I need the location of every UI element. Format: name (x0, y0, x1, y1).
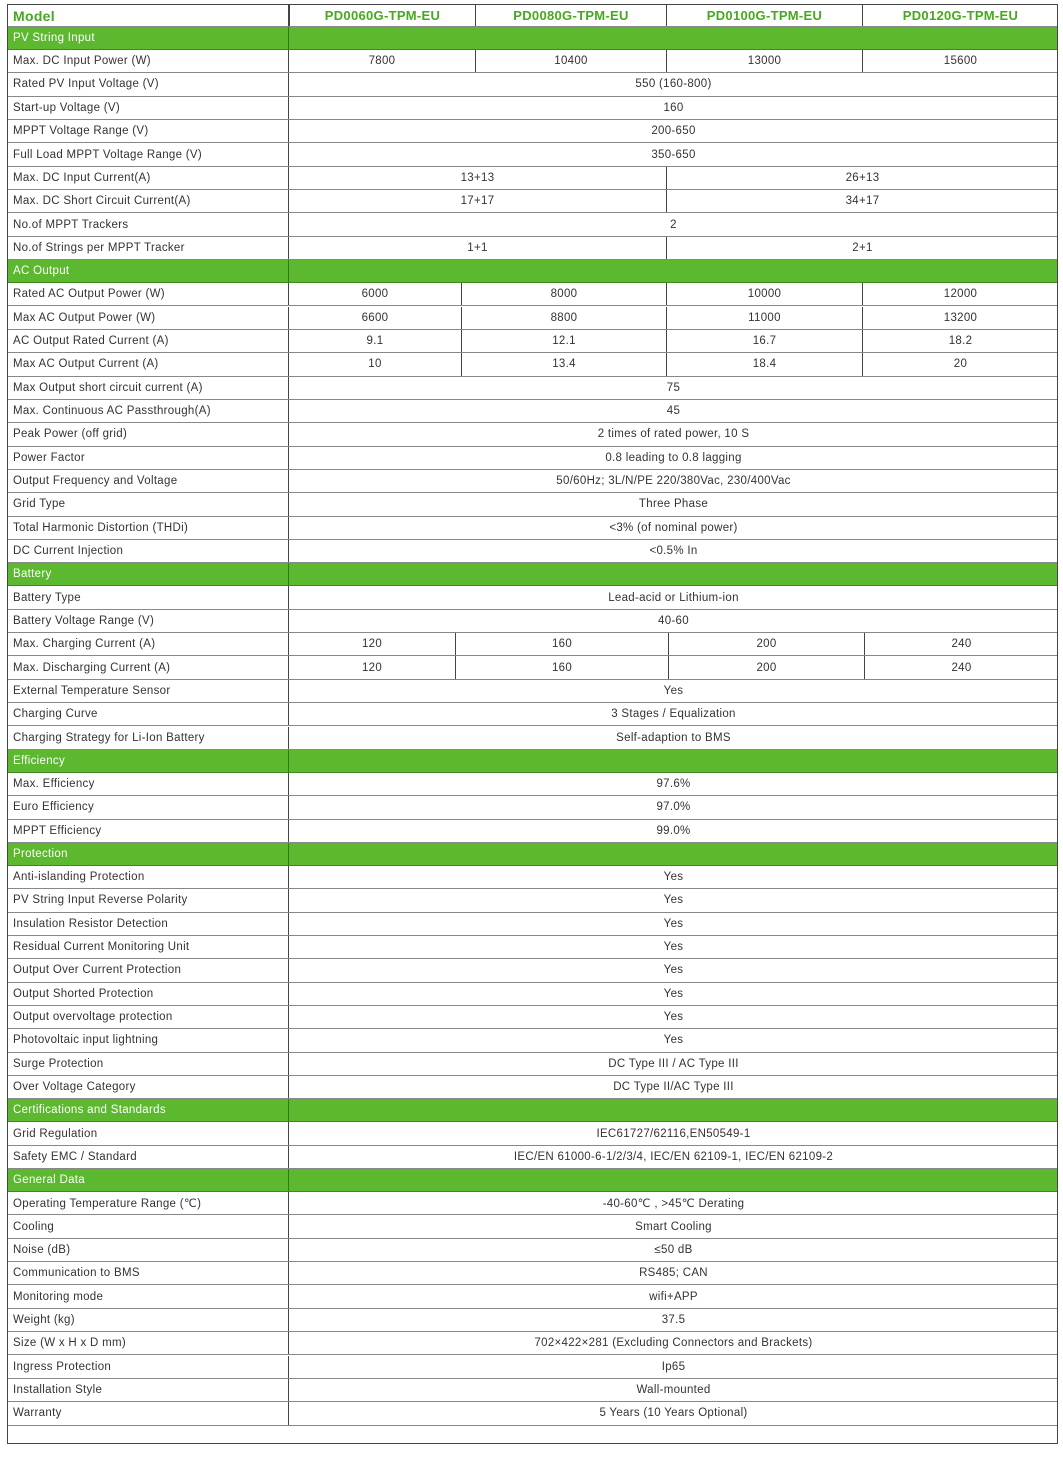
spec-row (8, 796, 1057, 819)
spec-label: Power Factor (8, 447, 289, 469)
spec-row (8, 959, 1057, 982)
spec-row (8, 1076, 1057, 1099)
spec-label: Output overvoltage protection (8, 1006, 289, 1028)
spec-label: Grid Type (8, 493, 289, 515)
spec-label: Size (W x H x D mm) (8, 1332, 289, 1354)
spec-value: 240 (864, 633, 1058, 655)
spec-value: IEC/EN 61000-6-1/2/3/4, IEC/EN 62109-1, IEC/EN 62109-2 (513, 1150, 834, 1163)
spec-row (8, 143, 1057, 166)
spec-value: 11000 (666, 307, 862, 329)
spec-value: 1+1 (467, 241, 488, 254)
spec-label: Charging Curve (8, 703, 289, 725)
spec-label: Max. DC Short Circuit Current(A) (8, 190, 289, 212)
spec-label: Rated PV Input Voltage (V) (8, 73, 289, 95)
spec-label: Output Over Current Protection (8, 959, 289, 981)
spec-row (8, 633, 1057, 656)
section-header-row (8, 1169, 1057, 1192)
spec-row (8, 1192, 1057, 1215)
spec-label: Cooling (8, 1215, 289, 1237)
spec-row (8, 540, 1057, 563)
section-fill (289, 750, 1058, 772)
spec-value: -40-60℃ , >45℃ Derating (602, 1198, 745, 1211)
spec-value: Smart Cooling (635, 1220, 712, 1233)
spec-label: Charging Strategy for Li-Ion Battery (8, 727, 289, 749)
spec-value: IEC61727/62116,EN50549-1 (596, 1127, 751, 1140)
spec-value: Yes (663, 1011, 684, 1024)
spec-row (8, 936, 1057, 959)
spec-value: Yes (663, 871, 684, 884)
spec-value: 18.4 (666, 353, 862, 375)
spec-value: Ip65 (661, 1360, 686, 1373)
spec-label: Safety EMC / Standard (8, 1146, 289, 1168)
spec-row (8, 773, 1057, 796)
section-title: Battery (8, 563, 289, 585)
spec-value: <3% (of nominal power) (609, 521, 738, 534)
spec-row (8, 1356, 1057, 1379)
spec-label: Output Frequency and Voltage (8, 470, 289, 492)
spec-label: Peak Power (off grid) (8, 423, 289, 445)
spec-row (8, 1006, 1057, 1029)
section-title: Certifications and Standards (8, 1099, 289, 1121)
spec-row (8, 1402, 1057, 1425)
spec-label: Battery Voltage Range (V) (8, 610, 289, 632)
spec-row (8, 1309, 1057, 1332)
spec-label: Max. DC Input Current(A) (8, 167, 289, 189)
spec-row (8, 50, 1057, 73)
spec-value: 550 (160-800) (635, 78, 712, 91)
spec-label: Battery Type (8, 586, 289, 608)
spec-row (8, 820, 1057, 843)
spec-value: 97.6% (656, 777, 691, 790)
spec-row (8, 470, 1057, 493)
spec-value: Lead-acid or Lithium-ion (608, 591, 739, 604)
spec-value: 97.0% (656, 801, 691, 814)
spec-label: Euro Efficiency (8, 796, 289, 818)
spec-value: 160 (455, 656, 668, 678)
spec-value: 17+17 (460, 195, 495, 208)
spec-label: Operating Temperature Range (℃) (8, 1192, 289, 1214)
spec-label: AC Output Rated Current (A) (8, 330, 289, 352)
spec-row (8, 586, 1057, 609)
spec-row (8, 1122, 1057, 1145)
spec-value: DC Type II/AC Type III (613, 1081, 734, 1094)
spec-row (8, 493, 1057, 516)
spec-label: Max. Continuous AC Passthrough(A) (8, 400, 289, 422)
spec-label: Communication to BMS (8, 1262, 289, 1284)
spec-label: Monitoring mode (8, 1285, 289, 1307)
spec-row (8, 866, 1057, 889)
spec-value: 10000 (666, 283, 862, 305)
spec-row (8, 213, 1057, 236)
spec-label: Residual Current Monitoring Unit (8, 936, 289, 958)
spec-label: Insulation Resistor Detection (8, 913, 289, 935)
section-fill (289, 27, 1058, 49)
spec-label: Max Output short circuit current (A) (8, 377, 289, 399)
spec-value: 37.5 (661, 1313, 686, 1326)
spec-value: 702×422×281 (Excluding Connectors and Brackets) (534, 1337, 813, 1350)
spec-label: External Temperature Sensor (8, 680, 289, 702)
spec-value: 40-60 (658, 614, 689, 627)
section-header-row (8, 843, 1057, 866)
spec-value: Three Phase (638, 498, 709, 511)
spec-label: Total Harmonic Distortion (THDi) (8, 517, 289, 539)
spec-label: No.of Strings per MPPT Tracker (8, 237, 289, 259)
spec-value: 13.4 (461, 353, 666, 375)
spec-value: Yes (663, 987, 684, 1000)
section-title: General Data (8, 1169, 289, 1191)
model-column-pd0100g: PD0100G-TPM-EU (666, 5, 862, 26)
model-column-pd0120g: PD0120G-TPM-EU (862, 5, 1058, 26)
section-fill (289, 1099, 1058, 1121)
spec-value: 13000 (666, 50, 862, 72)
spec-label: Anti-islanding Protection (8, 866, 289, 888)
spec-row (8, 610, 1057, 633)
spec-value: 10 (368, 358, 382, 371)
spec-label: Rated AC Output Power (W) (8, 283, 289, 305)
spec-value: DC Type III / AC Type III (608, 1057, 739, 1070)
spec-value: 45 (666, 405, 681, 418)
spec-value: Yes (663, 917, 684, 930)
spec-value: 2 times of rated power, 10 S (597, 428, 750, 441)
section-title: AC Output (8, 260, 289, 282)
spec-value: Yes (663, 941, 684, 954)
spec-row (8, 353, 1057, 376)
spec-row (8, 1379, 1057, 1402)
spec-row (8, 283, 1057, 306)
spec-label: Output Shorted Protection (8, 983, 289, 1005)
spec-label: Weight (kg) (8, 1309, 289, 1331)
spec-row (8, 1332, 1057, 1355)
spec-value: 26+13 (666, 167, 1058, 189)
spec-label: PV String Input Reverse Polarity (8, 889, 289, 911)
spec-value: 2+1 (666, 237, 1058, 259)
spec-label: Max AC Output Power (W) (8, 307, 289, 329)
spec-value: 9.1 (366, 335, 384, 348)
model-column-pd0080g: PD0080G-TPM-EU (475, 5, 666, 26)
spec-value: 160 (663, 101, 684, 114)
spec-row (8, 423, 1057, 446)
spec-value: 15600 (862, 50, 1058, 72)
spec-row (8, 1239, 1057, 1262)
spec-label: MPPT Efficiency (8, 820, 289, 842)
spec-value: 13+13 (460, 171, 495, 184)
spec-value: 120 (361, 638, 383, 651)
spec-value: 200 (668, 633, 864, 655)
spec-label: Max. Efficiency (8, 773, 289, 795)
spec-value: 50/60Hz; 3L/N/PE 220/380Vac, 230/400Vac (556, 475, 791, 488)
spec-row (8, 727, 1057, 750)
spec-value: 99.0% (656, 824, 691, 837)
section-header-row (8, 27, 1057, 50)
section-title: Protection (8, 843, 289, 865)
spec-value: 10400 (475, 50, 666, 72)
spec-row (8, 703, 1057, 726)
spec-value: 34+17 (666, 190, 1058, 212)
model-column-pd0060g: PD0060G-TPM-EU (289, 5, 475, 26)
spec-row (8, 377, 1057, 400)
spec-row (8, 330, 1057, 353)
spec-value: RS485; CAN (639, 1267, 708, 1280)
section-fill (289, 563, 1058, 585)
spec-row (8, 913, 1057, 936)
spec-value: <0.5% In (649, 545, 698, 558)
spec-row (8, 656, 1057, 679)
spec-value: 350-650 (651, 148, 696, 161)
spec-row (8, 1285, 1057, 1308)
spec-value: 18.2 (862, 330, 1058, 352)
spec-value: 12000 (862, 283, 1058, 305)
section-header-row (8, 260, 1057, 283)
spec-value: 12.1 (461, 330, 666, 352)
spec-row (8, 889, 1057, 912)
spec-row (8, 1215, 1057, 1238)
section-title: PV String Input (8, 27, 289, 49)
section-header-row (8, 1099, 1057, 1122)
spec-row (8, 1053, 1057, 1076)
spec-label: Max. Charging Current (A) (8, 633, 289, 655)
spec-row (8, 1146, 1057, 1169)
spec-label: DC Current Injection (8, 540, 289, 562)
spec-value: Yes (663, 1034, 684, 1047)
spec-value: 5 Years (10 Years Optional) (599, 1407, 748, 1420)
spec-label: Max. Discharging Current (A) (8, 656, 289, 678)
spec-row (8, 190, 1057, 213)
spec-value: Yes (663, 894, 684, 907)
spec-label: Warranty (8, 1402, 289, 1424)
spec-value: 200 (668, 656, 864, 678)
spec-value: ≤50 dB (654, 1243, 693, 1256)
model-column-header: Model (8, 5, 289, 26)
spec-value: Self-adaption to BMS (616, 731, 731, 744)
section-fill (289, 1169, 1058, 1191)
spec-label: MPPT Voltage Range (V) (8, 120, 289, 142)
spec-label: Max. DC Input Power (W) (8, 50, 289, 72)
section-header-row (8, 563, 1057, 586)
spec-value: 200-650 (651, 125, 696, 138)
spec-row (8, 307, 1057, 330)
spec-label: Grid Regulation (8, 1122, 289, 1144)
spec-row (8, 237, 1057, 260)
spec-row (8, 400, 1057, 423)
spec-label: Ingress Protection (8, 1356, 289, 1378)
spec-label: No.of MPPT Trackers (8, 213, 289, 235)
spec-value: 3 Stages / Equalization (611, 708, 736, 721)
section-title: Efficiency (8, 750, 289, 772)
spec-label: Surge Protection (8, 1053, 289, 1075)
spec-value: 0.8 leading to 0.8 lagging (605, 451, 742, 464)
spec-value: 75 (666, 381, 681, 394)
spec-value: 160 (455, 633, 668, 655)
spec-label: Noise (dB) (8, 1239, 289, 1261)
spec-value: 8800 (461, 307, 666, 329)
spec-row (8, 1262, 1057, 1285)
spec-value: wifi+APP (649, 1290, 698, 1303)
section-header-row (8, 750, 1057, 773)
spec-value: 20 (862, 353, 1058, 375)
spec-row (8, 680, 1057, 703)
spec-value: Yes (663, 964, 684, 977)
spec-row (8, 120, 1057, 143)
spec-label: Start-up Voltage (V) (8, 97, 289, 119)
spec-row (8, 167, 1057, 190)
spec-row (8, 517, 1057, 540)
section-fill (289, 843, 1058, 865)
spec-label: Installation Style (8, 1379, 289, 1401)
spec-value: 13200 (862, 307, 1058, 329)
spec-value: Wall-mounted (636, 1383, 711, 1396)
table-header-row (8, 5, 1057, 27)
spec-value: 7800 (368, 55, 396, 68)
spec-label: Max AC Output Current (A) (8, 353, 289, 375)
spec-label: Over Voltage Category (8, 1076, 289, 1098)
spec-value: 240 (864, 656, 1058, 678)
spec-row (8, 447, 1057, 470)
spec-row (8, 97, 1057, 120)
spec-value: 8000 (461, 283, 666, 305)
spec-value: Yes (663, 684, 684, 697)
section-fill (289, 260, 1058, 282)
spec-row (8, 1029, 1057, 1052)
spec-row (8, 983, 1057, 1006)
spec-row (8, 73, 1057, 96)
spec-value: 6600 (361, 311, 389, 324)
spec-value: 16.7 (666, 330, 862, 352)
spec-table (7, 4, 1058, 1444)
spec-value: 2 (670, 218, 677, 231)
spec-value: 6000 (361, 288, 389, 301)
spec-label: Photovoltaic input lightning (8, 1029, 289, 1051)
spec-value: 120 (361, 661, 383, 674)
spec-label: Full Load MPPT Voltage Range (V) (8, 143, 289, 165)
